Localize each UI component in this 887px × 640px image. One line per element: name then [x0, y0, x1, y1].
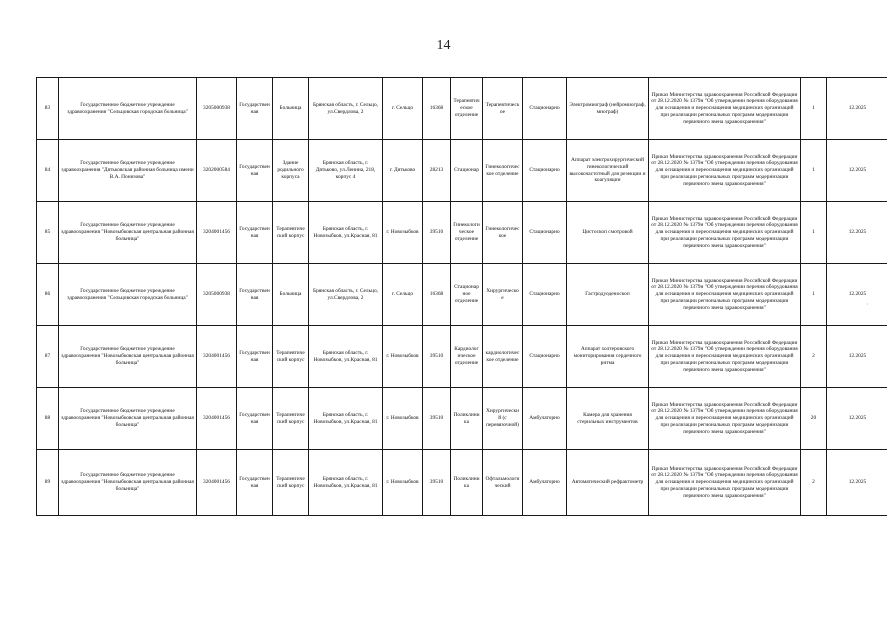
city-cell: г. Новозыбков [383, 326, 423, 388]
delivery-date-cell: 12.2025 [827, 388, 887, 450]
oktmo-code-cell: 39510 [423, 388, 451, 450]
city-cell: г. Дятьково [383, 140, 423, 202]
organization-name-cell: Государственное бюджетное учреждение здравоохранения "Новозыбковская центральная районная больница" [59, 388, 197, 450]
quantity-cell: 1 [801, 140, 827, 202]
unit-name-cell: Гинекологическое отделение [451, 202, 483, 264]
care-type-cell: Амбулаторно [523, 450, 567, 516]
page-number: 14 [436, 38, 451, 53]
care-type-cell: Стационарно [523, 264, 567, 326]
inn-code-cell: 3204001456 [197, 450, 237, 516]
order-reference-cell: Приказ Министерства здравоохранения Российской Федерации от 28.12.2020 № 1379н "Об утверждении перечня оборудования для оснащения и переоснащения медицинских организаций при реализации региональных программ модернизации первичного звена здравоохранения" [649, 450, 801, 516]
order-reference-cell: Приказ Министерства здравоохранения Российской Федерации от 28.12.2020 № 1379н "Об утверждении перечня оборудования для оснащения и переоснащения медицинских организаций при реализации региональных программ модернизации первичного звена здравоохранения" [649, 388, 801, 450]
city-cell: г. Новозыбков [383, 450, 423, 516]
inn-code-cell: 3204001456 [197, 326, 237, 388]
margin-mark: · [866, 300, 869, 309]
inn-code-cell: 3205000938 [197, 264, 237, 326]
order-reference-cell: Приказ Министерства здравоохранения Российской Федерации от 28.12.2020 № 1379н "Об утверждении перечня оборудования для оснащения и переоснащения медицинских организаций при реализации региональных программ модернизации первичного звена здравоохранения" [649, 202, 801, 264]
address-cell: Брянская область, г. Новозыбков, ул.Красная, 81 [309, 450, 383, 516]
care-type-cell: Амбулаторно [523, 388, 567, 450]
city-cell: г. Новозыбков [383, 202, 423, 264]
city-cell: г. Сельцо [383, 264, 423, 326]
row-number-cell: 86 [37, 264, 59, 326]
table-row [37, 450, 887, 516]
quantity-cell: 1 [801, 264, 827, 326]
oktmo-code-cell: 39510 [423, 450, 451, 516]
oktmo-code-cell: 28213 [423, 140, 451, 202]
organization-name-cell: Государственное бюджетное учреждение здравоохранения "Новозыбковская центральная районная больница" [59, 450, 197, 516]
equipment-name-cell: Камера для хранения стерильных инструментов [567, 388, 649, 450]
order-reference-cell: Приказ Министерства здравоохранения Российской Федерации от 28.12.2020 № 1379н "Об утверждении перечня оборудования для оснащения и переоснащения медицинских организаций при реализации региональных программ модернизации первичного звена здравоохранения" [649, 78, 801, 140]
ownership-form-cell: Государственная [237, 202, 273, 264]
organization-name-cell: Государственное бюджетное учреждение здравоохранения "Новозыбковская центральная районная больница" [59, 326, 197, 388]
unit-name-cell: Кардиологическое отделение [451, 326, 483, 388]
address-cell: Брянская область, г. Сельцо, ул.Свердлова, 2 [309, 264, 383, 326]
delivery-date-cell: 12.2025 [827, 202, 887, 264]
building-name-cell: Больница [273, 78, 309, 140]
equipment-name-cell: Электромиограф (нейромиограф, миограф) [567, 78, 649, 140]
address-cell: Брянская область, г. Дятьково, ул.Ленина, 218, корпус 4 [309, 140, 383, 202]
department-cell: Терапевтическое [483, 78, 523, 140]
delivery-date-cell: 12.2025 [827, 326, 887, 388]
row-number-cell: 88 [37, 388, 59, 450]
unit-name-cell: Поликлиника [451, 388, 483, 450]
department-cell: Гинекологическое отделение [483, 140, 523, 202]
inn-code-cell: 3202000584 [197, 140, 237, 202]
oktmo-code-cell: 16368 [423, 264, 451, 326]
care-type-cell: Стационарно [523, 202, 567, 264]
oktmo-code-cell: 39510 [423, 202, 451, 264]
address-cell: Брянская область, г. Сельцо, ул.Свердлова, 2 [309, 78, 383, 140]
order-reference-cell: Приказ Министерства здравоохранения Российской Федерации от 28.12.2020 № 1379н "Об утверждении перечня оборудования для оснащения и переоснащения медицинских организаций при реализации региональных программ модернизации первичного звена здравоохранения" [649, 140, 801, 202]
table-row [37, 388, 887, 450]
quantity-cell: 20 [801, 388, 827, 450]
equipment-name-cell: Аппарат холтеровского мониторирования сердечного ритма [567, 326, 649, 388]
unit-name-cell: Стационарное отделение [451, 264, 483, 326]
table-row [37, 140, 887, 202]
table-row [37, 264, 887, 326]
quantity-cell: 2 [801, 326, 827, 388]
building-name-cell: Терапевтический корпус [273, 388, 309, 450]
row-number-cell: 87 [37, 326, 59, 388]
oktmo-code-cell: 39510 [423, 326, 451, 388]
equipment-name-cell: Цистоскоп смотровой [567, 202, 649, 264]
unit-name-cell: Стационар [451, 140, 483, 202]
organization-name-cell: Государственное бюджетное учреждение здравоохранения "Сельцовская городская больница" [59, 264, 197, 326]
department-cell: Хирургическое [483, 264, 523, 326]
building-name-cell: Терапевтический корпус [273, 202, 309, 264]
delivery-date-cell: 12.2025 [827, 78, 887, 140]
care-type-cell: Стационарно [523, 78, 567, 140]
building-name-cell: Терапевтический корпус [273, 326, 309, 388]
inn-code-cell: 3204001456 [197, 202, 237, 264]
ownership-form-cell: Государственная [237, 264, 273, 326]
address-cell: Брянская область, г. Новозыбков, ул.Красная, 81 [309, 326, 383, 388]
table-row [37, 78, 887, 140]
organization-name-cell: Государственное бюджетное учреждение здравоохранения "Сельцовская городская больница" [59, 78, 197, 140]
equipment-name-cell: Гастродуоденоскоп [567, 264, 649, 326]
quantity-cell: 1 [801, 78, 827, 140]
ownership-form-cell: Государственная [237, 388, 273, 450]
row-number-cell: 83 [37, 78, 59, 140]
city-cell: г. Новозыбков [383, 388, 423, 450]
ownership-form-cell: Государственная [237, 78, 273, 140]
order-reference-cell: Приказ Министерства здравоохранения Российской Федерации от 28.12.2020 № 1379н "Об утверждении перечня оборудования для оснащения и переоснащения медицинских организаций при реализации региональных программ модернизации первичного звена здравоохранения" [649, 326, 801, 388]
building-name-cell: Терапевтический корпус [273, 450, 309, 516]
address-cell: Брянская область, г. Новозыбков, ул.Красная, 81 [309, 202, 383, 264]
care-type-cell: Стационарно [523, 326, 567, 388]
organization-name-cell: Государственное бюджетное учреждение здравоохранения "Новозыбковская центральная районная больница" [59, 202, 197, 264]
quantity-cell: 2 [801, 450, 827, 516]
care-type-cell: Стационарно [523, 140, 567, 202]
ownership-form-cell: Государственная [237, 140, 273, 202]
city-cell: г. Сельцо [383, 78, 423, 140]
equipment-name-cell: Аппарат электрохирургический гинекологический высокочастотный для резекции и коагуляции [567, 140, 649, 202]
row-number-cell: 85 [37, 202, 59, 264]
department-cell: кардиологическое отделение [483, 326, 523, 388]
organization-name-cell: Государственное бюджетное учреждение здравоохранения "Дятьковская районная больница имени В.А. Понизова" [59, 140, 197, 202]
row-number-cell: 89 [37, 450, 59, 516]
unit-name-cell: Поликлиника [451, 450, 483, 516]
address-cell: Брянская область, г. Новозыбков, ул.Красная, 81 [309, 388, 383, 450]
department-cell: Гинекологическое [483, 202, 523, 264]
building-name-cell: Здание родильного корпуса [273, 140, 309, 202]
unit-name-cell: Терапевтическое отделение [451, 78, 483, 140]
inn-code-cell: 3205000938 [197, 78, 237, 140]
oktmo-code-cell: 16368 [423, 78, 451, 140]
delivery-date-cell: 12.2025 [827, 450, 887, 516]
department-cell: Офтальмологический [483, 450, 523, 516]
building-name-cell: Больница [273, 264, 309, 326]
department-cell: Хирургический (с перевязочной) [483, 388, 523, 450]
ownership-form-cell: Государственная [237, 326, 273, 388]
row-number-cell: 84 [37, 140, 59, 202]
equipment-name-cell: Автоматический рефрактометр [567, 450, 649, 516]
table-row [37, 326, 887, 388]
equipment-table [36, 77, 887, 516]
ownership-form-cell: Государственная [237, 450, 273, 516]
delivery-date-cell: 12.2025 [827, 140, 887, 202]
quantity-cell: 1 [801, 202, 827, 264]
delivery-date-cell: 12.2025 [827, 264, 887, 326]
inn-code-cell: 3204001456 [197, 388, 237, 450]
table-row [37, 202, 887, 264]
order-reference-cell: Приказ Министерства здравоохранения Российской Федерации от 28.12.2020 № 1379н "Об утверждении перечня оборудования для оснащения и переоснащения медицинских организаций при реализации региональных программ модернизации первичного звена здравоохранения" [649, 264, 801, 326]
